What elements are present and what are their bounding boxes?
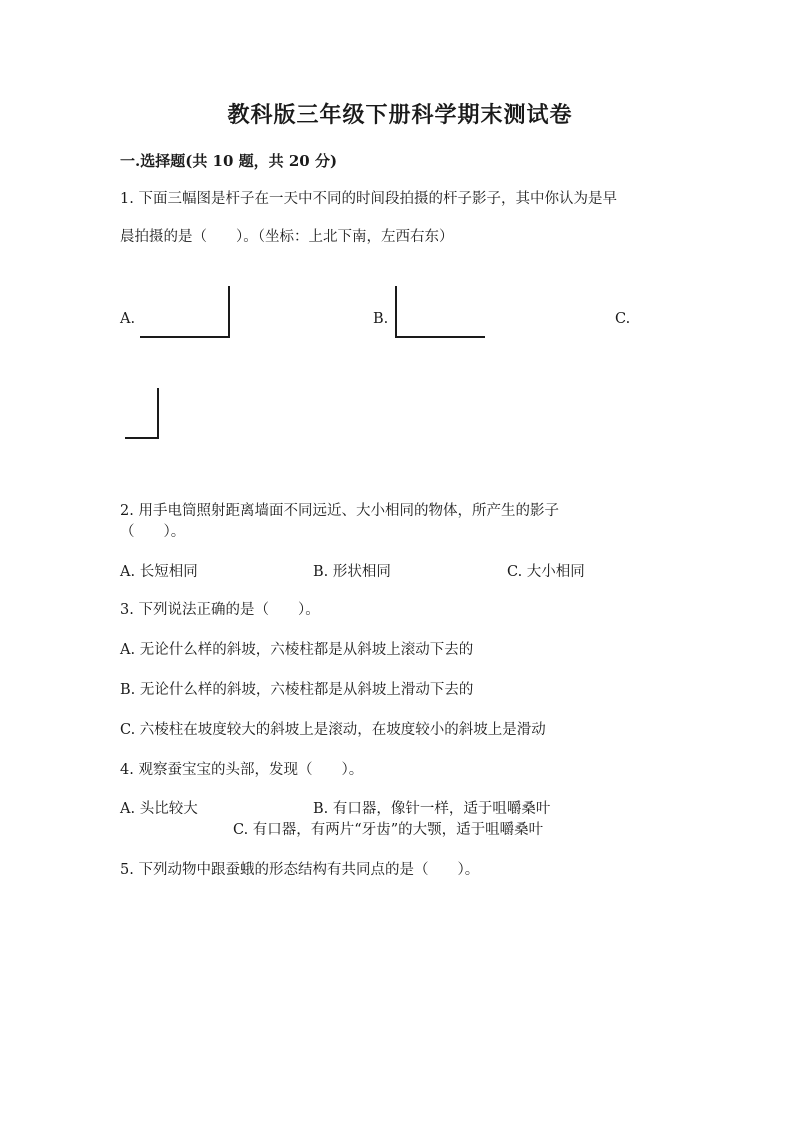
question-3-option-b: B. 无论什么样的斜坡，六棱柱都是从斜坡上滑动下去的 [120,682,474,698]
question-3-stem: 3. 下列说法正确的是（ ）。 [120,602,320,618]
question-4-option-b: B. 有口器，像针一样，适于咀嚼桑叶 [313,801,551,817]
question-1-line-1: 1. 下面三幅图是杆子在一天中不同的时间段拍摄的杆子影子，其中你认为是早 [120,191,617,207]
question-2-line-1: 2. 用手电筒照射距离墙面不同远近、大小相同的物体，所产生的影子 [120,503,559,519]
question-1-option-b-label: B. [373,311,389,327]
question-4-option-a: A. 头比较大 [120,801,198,817]
question-4-option-c: C. 有口器，有两片“牙齿”的大颚，适于咀嚼桑叶 [233,822,544,838]
question-2-option-a: A. 长短相同 [120,564,198,580]
question-3-option-a: A. 无论什么样的斜坡，六棱柱都是从斜坡上滚动下去的 [120,642,474,658]
question-2-option-c: C. 大小相同 [507,564,585,580]
question-1-option-c-label: C. [615,311,631,327]
question-2-option-b: B. 形状相同 [313,564,391,580]
question-1-line-2: 晨拍摄的是（ ）。（坐标：上北下南，左西右东） [120,229,454,245]
question-2-line-2: （ ）。 [120,524,186,540]
question-5-stem: 5. 下列动物中跟蚕蛾的形态结构有共同点的是（ ）。 [120,862,480,878]
question-3-option-c: C. 六棱柱在坡度较大的斜坡上是滚动，在坡度较小的斜坡上是滑动 [120,722,546,738]
question-4-stem: 4. 观察蚕宝宝的头部，发现（ ）。 [120,762,364,778]
question-1-option-a-label: A. [120,311,136,327]
section-heading: 一.选择题(共 10 题，共 20 分) [120,152,338,170]
page-title: 教科版三年级下册科学期末测试卷 [227,102,573,128]
